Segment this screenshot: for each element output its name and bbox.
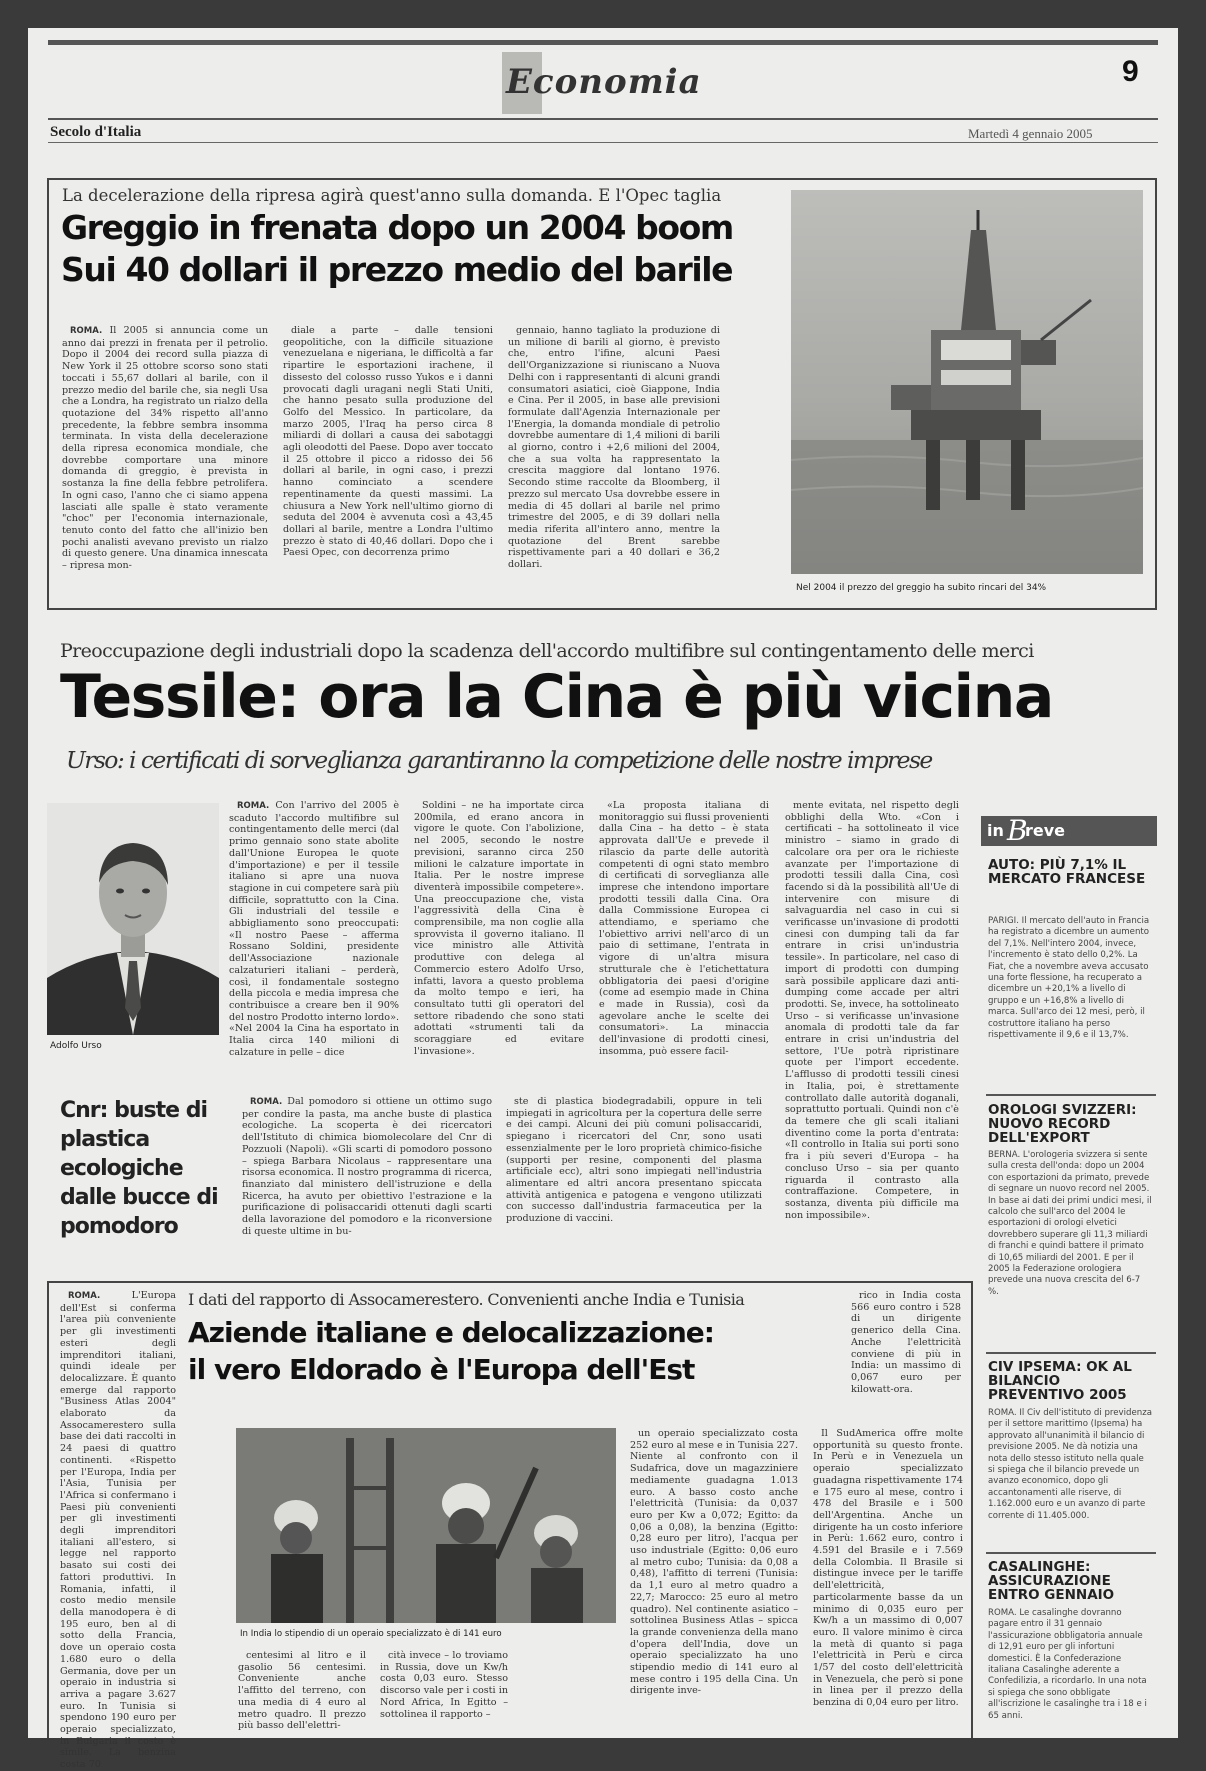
oil-col-2	[283, 325, 493, 595]
oil-col-3	[508, 325, 720, 595]
cnr-col-1	[242, 1096, 492, 1246]
masthead-rule-bottom	[48, 142, 1158, 143]
issue-date: Martedì 4 gennaio 2005	[968, 126, 1093, 141]
deloc-col-1	[60, 1290, 176, 1771]
oil-rig-illustration	[791, 190, 1143, 574]
deloc-col-3	[380, 1650, 508, 1736]
textile-subtitle: Urso: i certificati di sorveglianza garantiranno la competizione delle nostre imprese	[66, 746, 932, 774]
deloc-title-1: Aziende italiane e delocalizzazione:	[188, 1316, 714, 1349]
deloc-col-1-text: L'Europa dell'Est si conferma l'area più conveniente per gli investimenti esteri degli imprenditori italiani, quindi ideale per delocalizzare. È quanto emerge dal rapporto "Business Atlas 2004" elaborato da Assocamerestero sulla base dei dati raccolti in 24 paesi di quattro continenti. «Rispetto per l'Europa, India per l'Asia, Tunisia per l'Africa si confermano i Paesi più convenienti per gli investimenti degli imprenditori italiani all'estero, si legge nel rapporto basato sui costi dei fattori produttivi. In Romania, infatti, il costo medio mensile della manodopera è di 195 euro, ben al di sotto della Francia, dove un operaio costa 1.680 euro o della Germania, dove per un operaio in industria si arriva a pagare 3.627 euro. In Tunisia si spendono 190 euro per operaio specializzato, in Bulgaria il costo è simile. La benzina costa 70	[60, 1290, 176, 1771]
deloc-dateline: ROMA.	[68, 1291, 101, 1301]
section-title: Economia	[506, 62, 702, 102]
brief-divider-2	[986, 1352, 1156, 1354]
deloc-col-2	[238, 1650, 366, 1736]
in-breve-header	[981, 816, 1157, 846]
deloc-col-4-text: un operaio specializzato costa 252 euro al mese e in Tunisia 227. Niente al confronto con il Sudafrica, dove un magazziniere mediamente guadagna 1.013 euro. A basso costo anche l'elettricità (Tunisia: da 0,037 euro per Kw a 0,072; Egitto: da 0,06 a 0,08), la benzina (Egitto: 0,28 euro per litro), l'acqua per uso industriale (Egitto: 0,06 euro al metro cubo; Tunisia: da 0,08 a 0,48), l'affitto di terreni (Tunisia: da 1,1 euro al metro quadro a 22,7; Marocco: 25 euro al metro quadro). Nel continente asiatico – sottolinea Business Atlas – spicca la grande convenienza della mano d'opera dell'India, dove un operaio specializzato ha uno stipendio medio di 141 euro al mese contro i 195 della Cina. Un dirigente inve-	[630, 1428, 798, 1697]
workers-caption: In India lo stipendio di un operaio specializzato è di 141 euro	[240, 1629, 502, 1639]
oil-col-2-text: diale a parte – dalle tensioni geopolitiche, con la difficile situazione venezuelana e nigeriana, le difficoltà a far ripartire le esportazioni irachene, il dissesto del colosso russo Yukos e i danni provocati dagli uragani negli Stati Uniti, che hanno pesato sulla produzione del Golfo del Messico. In particolare, da marzo 2005, l'Iraq ha perso circa 8 miliardi di dollari a causa dei sabotaggi agli oleodotti del Paese. Dopo aver toccato il 25 ottobre il picco a ridosso dei 56 dollari al barile, in ogni caso, i prezzi hanno cominciato a scendere repentinamente da questi massimi. La chiusura a New York nell'ultimo giorno di seduta del 2004 è avvenuta così a 43,45 dollari al barile, mentre a Londra l'ultimo prezzo è stato di 40,46 dollari. Dopo che i Paesi Opec, con decorrenza primo	[283, 325, 493, 559]
brief-4-text: ROMA. Le casalinghe dovranno pagare entro il 31 gennaio l'assicurazione obbligatoria annuale di 12,91 euro per gli infortuni domestici. È la Confederazione italiana Casalinghe aderente a Confedilizia, a ricordarlo. In una nota si spiega che sono obbligate all'iscrizione le casalinghe tra i 18 e i 65 anni.	[988, 1608, 1147, 1721]
page-number: 9	[1122, 55, 1139, 88]
oil-dateline: ROMA.	[70, 326, 103, 336]
brief-1-text: PARIGI. Il mercato dell'auto in Francia ha registrato a dicembre un aumento del 7,1%. Nell'intero 2004, invece, l'incremento è stato dello 0,2%. La Fiat, che a novembre aveva accusato una forte flessione, ha recuperato a dicembre un +20,1% a livello di gruppo e un +16,8% a livello di marca. Sull'arco dei 12 mesi, però, il costruttore italiano ha perso rispettivamente il 9,6 e il 13,7%.	[988, 916, 1150, 1041]
brief-2-title: OROLOGI SVIZZERI: NUOVO RECORD DELL'EXPORT	[988, 1102, 1137, 1146]
cnr-title: Cnr: buste di plastica ecologiche dalle bucce di pomodoro	[60, 1098, 218, 1239]
oil-photo-caption: Nel 2004 il prezzo del greggio ha subito rincari del 34%	[796, 583, 1047, 593]
brief-3-text: ROMA. Il Civ dell'istituto di previdenza per il settore marittimo (Ipsema) ha approvato all'unanimità il bilancio di previsione 2005. Ne dà notizia una nota dello stesso istituto nella quale si spiega che il bilancio prevede un avanzo economico, dopo gli accantonamenti alle riserve, di 1.162.000 euro e un avanzo di parte corrente di 11.405.000.	[988, 1408, 1152, 1521]
textile-col-2-text: Soldini – ne ha importate circa 200mila, ed erano ancora in vigore le quote. Con l'abolizione, nel 2005, secondo le nostre previsioni, saranno circa 250 milioni le calzature importate in Italia. Per le nostre imprese diventerà impossibile competere». Una preoccupazione che, vista l'aggressività della Cina è comprensibile, ma non coglie alla sprovvista il governo italiano. Il vice ministro alle Attività produttive con delega al Commercio estero Adolfo Urso, infatti, lavora a questo problema da molto tempo e ieri, ha consultato tutti gli operatori del settore ribadendo che sono stati adottati «strumenti tali da scoraggiare ed evitare l'invasione».	[414, 800, 584, 1057]
cnr-col-2-text: ste di plastica biodegradabili, oppure in teli impiegati in agricoltura per la copertura delle serre e dei campi. Alcuni dei più comuni polisaccaridi, spiegano i ricercatori del Cnr, sono usati essenzialmente per le loro proprietà chimico-fisiche (supporti per resine, componenti del plasma artificiale ecc), altri sono impiegati nell'industria alimentare ed altri ancora presentano spiccata attività antigenica e patogena e vengono utilizzati con successo dall'industria farmaceutica per la produzione di vaccini.	[506, 1096, 762, 1225]
masthead-rule	[48, 118, 1158, 120]
deloc-col-2-text: centesimi al litro e il gasolio 56 centesimi. Conveniente anche l'affitto del terreno, con una media di 4 euro al metro quadro. Il prezzo più basso dell'elettri-	[238, 1650, 366, 1732]
textile-dateline: ROMA.	[237, 801, 270, 811]
deloc-kicker: I dati del rapporto di Assocamerestero. Convenienti anche India e Tunisia	[188, 1290, 745, 1309]
textile-col-1-text: Con l'arrivo del 2005 è scaduto l'accordo multifibre sul contingentamento delle merci (dal primo gennaio sono state abolite dall'Unione Europea le quote d'importazione) e per il tessile italiano si apre una nuova stagione in cui competere sarà più difficile, soprattutto con la Cina. Gli industriali del tessile e abbigliamento sono preoccupati: «Il nostro Paese – afferma Rossano Soldini, presidente dell'Associazione nazionale calzaturieri italiani – perderà, così, il fondamentale sostegno della piccola e media impresa che contribuisce a creare ben il 90% del nostro Prodotto interno lordo». «Nel 2004 la Cina ha esportato in Italia circa 140 milioni di calzature in pelle – dice	[229, 800, 399, 1058]
brief-1-title: AUTO: PIÙ 7,1% IL MERCATO FRANCESE	[988, 857, 1146, 887]
oil-title-1: Greggio in frenata dopo un 2004 boom	[61, 208, 733, 247]
textile-col-3-text: «La proposta italiana di monitoraggio sui flussi provenienti dalla Cina – ha detto – è stata approvata dall'Ue e prevede il rilascio da parte delle autorità competenti di ogni stato membro di certificati di sorveglianza alle imprese che intendono importare prodotti tessili dalla Cina. Ora dalla Commissione Europea ci attendiamo, e speriamo che l'obiettivo arrivi nell'arco di un paio di settimane, l'entrata in vigore di un'altra misura strutturale che è l'etichettatura obbligatoria dei paesi d'origine (come ad esempio made in China e made in Russia), così da agevolare anche le scelte dei consumatori». La minaccia dell'invasione di prodotti cinesi, insomma, può essere facil-	[599, 800, 769, 1057]
oil-col-1-text: Il 2005 si annuncia come un anno dai prezzi in frenata per il petrolio. Dopo il 2004 dei record sulla piazza di New York il 25 ottobre scorso sono stati toccati i 55,67 dollari al barile, con il prezzo medio del barile che, sia negli Usa che a Londra, ha registrato un rialzo della quotazione del 34% rispetto all'anno precedente, la febbre sembra insomma terminata. In vista della decelerazione della ripresa economica mondiale, che dovrebbe comportare una minore domanda di greggio, è prevista in sostanza la fine della febbre petrolifera. In ogni caso, l'anno che ci siamo appena lasciati alle spalle è stato veramente "choc" per l'economia internazionale, tenuto conto del fatto che all'inizio ben pochi analisti avevano previsto un rialzo di questo genere. Una dinamica innescata – ripresa mon-	[62, 325, 268, 572]
oil-col-1	[62, 325, 268, 595]
top-rule	[48, 40, 1158, 45]
textile-col-3	[599, 800, 769, 1058]
textile-col-4	[785, 800, 959, 1265]
oil-title-2: Sui 40 dollari il prezzo medio del barile	[61, 250, 733, 289]
brief-4-title: CASALINGHE: ASSICURAZIONE ENTRO GENNAIO	[988, 1559, 1115, 1603]
cnr-col-2	[506, 1096, 762, 1246]
workers-photo	[236, 1428, 616, 1623]
paper-name: Secolo d'Italia	[50, 124, 142, 140]
oil-rig-photo	[791, 190, 1143, 574]
deloc-col-6-text: Il SudAmerica offre molte opportunità su questo fronte. In Perù e in Venezuela un operaio specializzato guadagna rispettivamente 174 e 175 euro al mese, contro i 478 del Brasile e i 500 dell'Argentina. Anche un dirigente ha un costo inferiore in Perù: 1.662 euro, contro i 4.591 del Brasile e i 7.569 della Colombia. Il Brasile si distingue invece per le tariffe dell'elettricità, particolarmente basse da un minimo di 0,035 euro per Kw/h a un massimo di 0,007 euro. Il valore minimo è circa la metà di quanto si paga l'elettricità in Perù e circa 1/57 del costo dell'elettricità in Venezuela, che però si pone in linea per il prezzo della benzina di 0,04 euro per litro.	[813, 1428, 963, 1709]
deloc-col-4	[630, 1428, 798, 1734]
brief-divider-1	[986, 1094, 1156, 1096]
cnr-col-1-text: Dal pomodoro si ottiene un ottimo sugo per condire la pasta, ma anche buste di plastica ecologiche. La scoperta è dei ricercatori dell'Istituto di chimica biomolecolare del Cnr di Pozzuoli (Napoli). «Gli scarti di pomodoro possono – spiega Barbara Nicolaus – rappresentare una risorsa economica. Il nostro programma di ricerca, finanziato dal ministero dell'istruzione e della Ricerca, ha avuto per obiettivo l'estrazione e la purificazione di polisaccaridi ottenuti dagli scarti della lavorazione del pomodoro e la riconversione di queste ultime in bu-	[242, 1096, 492, 1237]
deloc-title-2: il vero Eldorado è l'Europa dell'Est	[188, 1353, 695, 1386]
textile-col-1	[229, 800, 399, 1058]
brief-3-title: CIV IPSEMA: OK AL BILANCIO PREVENTIVO 2005	[988, 1359, 1132, 1403]
brief-divider-3	[986, 1552, 1156, 1554]
textile-col-4-text: mente evitata, nel rispetto degli obblighi della Wto. «Con i certificati – ha sottolineato il vice ministro – siamo in grado di calcolare ora per ora le richieste avanzate per l'importazione di prodotti tessili dalla Cina, così facendo si dà la possibilità all'Ue di intervenire con misure di salvaguardia nel caso in cui si verificasse un'invasione di prodotti cinesi con dumping tali da far entrare in crisi un'industria tessile». In particolare, nel caso di import di prodotti con dumping sarà possibile applicare dazi anti-dumping come accade per altri prodotti. Se, invece, ha sottolineato Urso – si verificasse un'invasione anomala di prodotti tale da far entrare in crisi un'industria del settore, l'Ue potrà ripristinare quote per l'import eccedente. L'afflusso di prodotti tessili cinesi in Italia, poi, è strettamente controllato dalle autorità doganali, soprattutto portuali. Quindi non c'è da temere che gli scali italiani diventino come la porta d'entrata: «Il controllo in Italia sui porti sono fra i più severi d'Europa – ha concluso Urso – sia per quanto riguarda il contrasto alla contraffazione. Competere, in sostanza, diventa più difficile ma non impossibile».	[785, 800, 959, 1221]
in-breve-b: B	[1007, 814, 1028, 847]
textile-kicker: Preoccupazione degli industriali dopo la scadenza dell'accordo multifibre sul contingentamento delle merci	[60, 640, 1034, 662]
deloc-col-5	[851, 1290, 961, 1410]
urso-caption: Adolfo Urso	[50, 1041, 102, 1051]
in-breve-in: in	[987, 821, 1004, 840]
deloc-col-3-text: cità invece – lo troviamo in Russia, dove un Kw/h costa 0,03 euro. Stesso discorso vale per i costi in Nord Africa, In Egitto – sottolinea il rapporto –	[380, 1650, 508, 1720]
oil-col-3-text: gennaio, hanno tagliato la produzione di un milione di barili al giorno, è previsto che, entro l'ifine, alcuni Paesi dell'Organizzazione si riuniscano a Nuova Delhi con i rappresentanti di alcuni grandi consumatori asiatici, cioè Giappone, India e Cina. Per il 2005, in base alle previsioni formulate dall'Agenzia Internazionale per l'Energia, la domanda mondiale di petrolio dovrebbe aumentare di 1,4 milioni di barili al giorno, contro i +2,6 milioni del 2004, che a sua volta ha rappresentato la crescita maggiore dal lontano 1976. Secondo stime raccolte da Bloomberg, il prezzo sul mercato Usa dovrebbe essere in media di 45 dollari al barile nel primo trimestre del 2005, e di 39 dollari nella media riferita all'intero anno, mentre la quotazione del Brent sarebbe rispettivamente pari a 40 dollari e 36,2 dollari.	[508, 325, 720, 571]
oil-kicker: La decelerazione della ripresa agirà quest'anno sulla domanda. E l'Opec taglia	[62, 186, 722, 205]
urso-photo	[47, 803, 219, 1035]
deloc-col-6	[813, 1428, 963, 1734]
brief-2-text: BERNA. L'orologeria svizzera si sente sulla cresta dell'onda: dopo un 2004 con esportazioni da primato, prevede di segnare un nuovo record nel 2005. In base ai dati dei primi undici mesi, il calcolo che sull'arco del 2004 le esportazioni di orologi elvetici dovrebbero superare gli 11,3 miliardi di franchi e quindi battere il primato di 10,65 miliardi del 2001. E per il 2005 la Federazione orologiera prevede una nuova crescita del 6-7 %.	[988, 1150, 1152, 1297]
textile-title: Tessile: ora la Cina è più vicina	[60, 662, 1053, 732]
workers-illustration	[236, 1428, 616, 1623]
deloc-col-5-text: rico in India costa 566 euro contro i 528 di un dirigente generico della Cina. Anche l'elettricità conviene di più in India: un massimo di 0,067 euro per kilowatt-ora.	[851, 1290, 961, 1395]
textile-col-2	[414, 800, 584, 1058]
in-breve-reve: reve	[1025, 821, 1066, 840]
newspaper-page	[28, 28, 1178, 1771]
cnr-dateline: ROMA.	[250, 1097, 283, 1107]
portrait-illustration	[47, 803, 219, 1035]
